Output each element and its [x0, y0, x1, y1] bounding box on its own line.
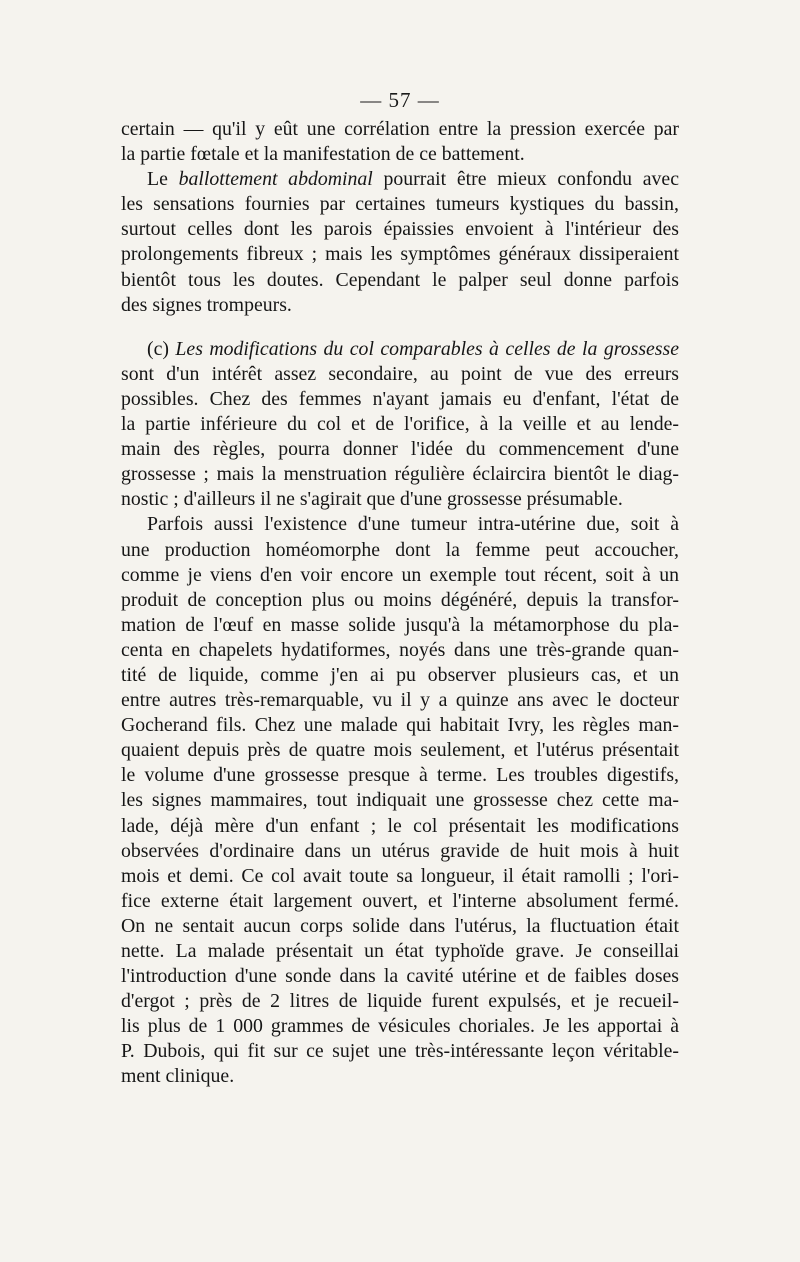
text-line: l'introduction d'une sonde dans la cavité utérine et de faibles doses [121, 965, 679, 988]
text-line: mois et demi. Ce col avait toute sa longueur, il était ramolli ; l'ori- [121, 864, 679, 887]
italic-phrase: ballottement abdominal [178, 168, 373, 191]
paragraph-2 [121, 167, 679, 318]
text-line: surtout celles dont les parois épaissies envoient à l'intérieur des [121, 218, 679, 241]
italic-phrase: Les modifications du col comparables à celles de la grossesse [175, 337, 679, 360]
text-line: des signes trompeurs. [121, 293, 292, 316]
text-line: tité de liquide, comme j'en ai pu observer plusieurs cas, et un [121, 663, 679, 686]
page-number: — 57 — [360, 88, 440, 112]
text-line: lade, déjà mère d'un enfant ; le col présentait les modifications [121, 814, 679, 837]
text-line: centa en chapelets hydatiformes, noyés dans une très-grande quan- [121, 638, 679, 661]
text-line: P. Dubois, qui fit sur ce sujet une très-intéressante leçon véritable- [121, 1040, 679, 1063]
text-line: bientôt tous les doutes. Cependant le palper seul donne parfois [121, 268, 679, 291]
text-line: grossesse ; mais la menstruation régulière éclaircira bientôt le diag- [121, 463, 679, 486]
text-line: Le ballottement abdominal pourrait être mieux confondu avec [147, 168, 679, 191]
paragraph-3 [121, 337, 679, 513]
paragraph-4 [121, 512, 679, 1089]
text-line: main des règles, pourra donner l'idée du commencement d'une [121, 438, 679, 461]
text-line: On ne sentait aucun corps solide dans l'utérus, la fluctuation était [121, 914, 679, 937]
paragraph-gap [121, 318, 679, 337]
paragraph-1 [121, 117, 679, 167]
text-line: possibles. Chez des femmes n'ayant jamais eu d'enfant, l'état de [121, 387, 679, 410]
text-line: mation de l'œuf en masse solide jusqu'à la métamorphose du pla- [121, 613, 679, 636]
text-line: les signes mammaires, tout indiquait une grossesse chez cette ma- [121, 789, 679, 812]
text-line: ment clinique. [121, 1065, 235, 1088]
text-line: d'ergot ; près de 2 litres de liquide furent expulsés, et je recueil- [121, 990, 679, 1013]
text-line: lis plus de 1 000 grammes de vésicules choriales. Je les apportai à [121, 1015, 679, 1038]
body-text [121, 117, 679, 1090]
text-line: le volume d'une grossesse presque à terme. Les troubles digestifs, [121, 764, 679, 787]
text-line: la partie inférieure du col et de l'orifice, à la veille et au lende- [121, 413, 679, 436]
text-line: les sensations fournies par certaines tumeurs kystiques du bassin, [121, 193, 679, 216]
text-line: prolongements fibreux ; mais les symptômes généraux dissiperaient [121, 243, 679, 266]
text-line: la partie fœtale et la manifestation de ce battement. [121, 143, 525, 166]
text-line: quaient depuis près de quatre mois seulement, et l'utérus présentait [121, 739, 679, 762]
text-line: (c) Les modifications du col comparables à celles de la grossesse [147, 337, 679, 360]
text-line: Gocherand fils. Chez une malade qui habitait Ivry, les règles man- [121, 714, 679, 737]
text-line: comme je viens d'en voir encore un exemple tout récent, soit à un [121, 563, 679, 586]
text-line: une production homéomorphe dont la femme peut accoucher, [121, 538, 679, 561]
text-line: fice externe était largement ouvert, et l'interne absolument fermé. [121, 889, 679, 912]
text-line: produit de conception plus ou moins dégénéré, depuis la transfor- [121, 588, 679, 611]
text-line: nostic ; d'ailleurs il ne s'agirait que d'une grossesse présumable. [121, 488, 623, 511]
text-line: observées d'ordinaire dans un utérus gravide de huit mois à huit [121, 839, 679, 862]
text-line: entre autres très-remarquable, vu il y a quinze ans avec le docteur [121, 689, 679, 712]
text-line: sont d'un intérêt assez secondaire, au point de vue des erreurs [121, 362, 679, 385]
text-line: Parfois aussi l'existence d'une tumeur intra-utérine due, soit à [147, 513, 679, 536]
text-line: certain — qu'il y eût une corrélation entre la pression exercée par [121, 118, 679, 140]
text-line: nette. La malade présentait un état typhoïde grave. Je conseillai [121, 940, 679, 962]
